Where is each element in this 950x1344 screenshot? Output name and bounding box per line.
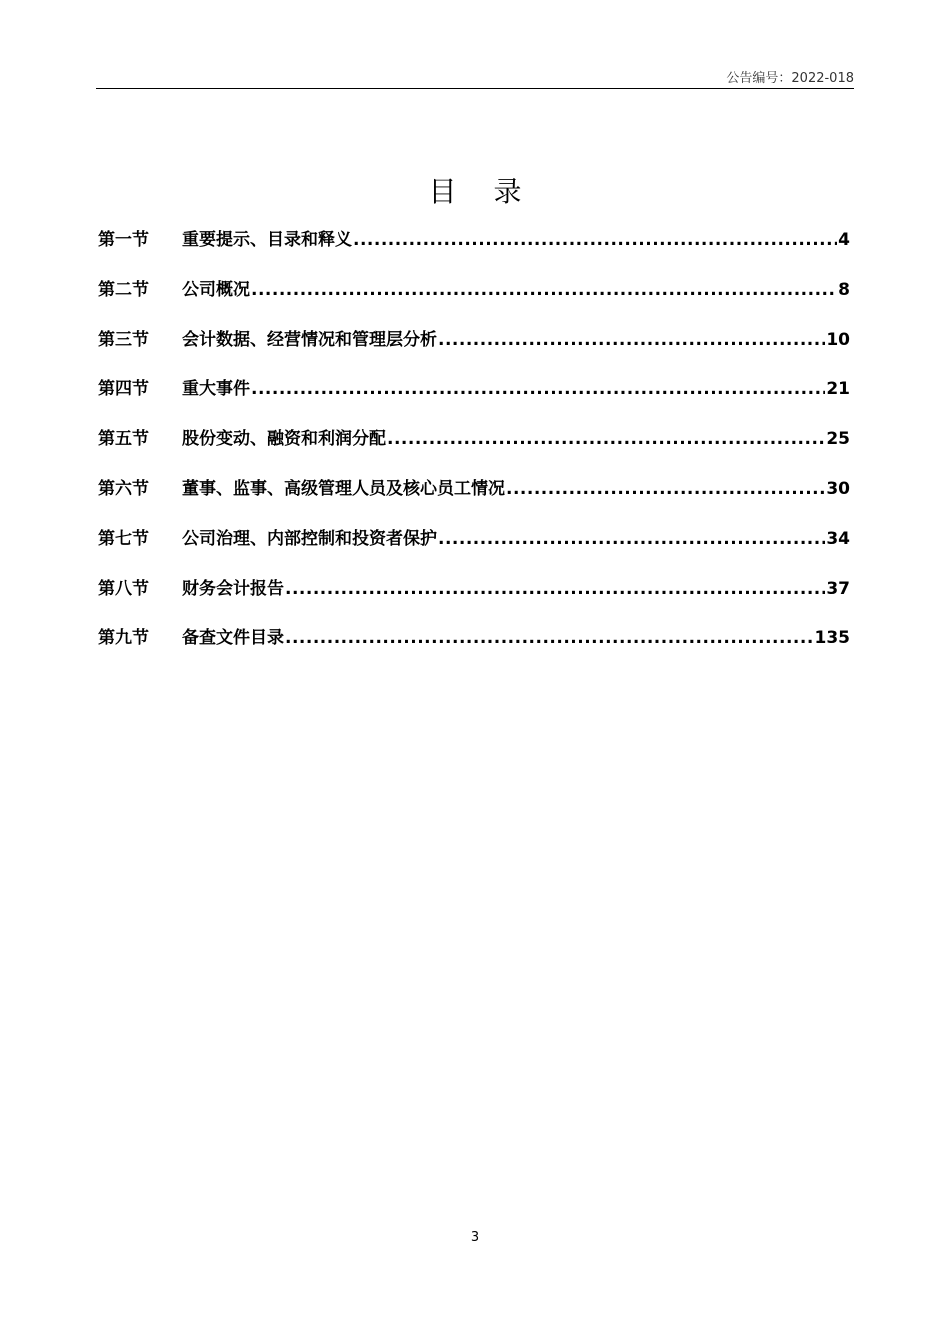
toc-page-number: 135	[814, 628, 850, 649]
toc-section-name: 财务会计报告	[182, 578, 284, 599]
toc-leader-dots	[285, 628, 814, 648]
toc-section-label: 第五节	[98, 429, 149, 450]
toc-leader-dots	[387, 429, 825, 449]
toc-page-number: 8	[838, 279, 850, 300]
toc-section-label: 第四节	[98, 379, 149, 400]
toc-page-number: 4	[838, 230, 850, 250]
toc-entry-2[interactable]	[98, 275, 850, 325]
toc-page-number: 37	[826, 578, 850, 599]
toc-section-name: 备查文件目录	[182, 628, 284, 649]
toc-section-label: 第七节	[98, 528, 149, 549]
toc-page-number: 30	[826, 478, 850, 499]
toc-section-name: 公司概况	[182, 279, 250, 300]
toc-entry-9[interactable]	[98, 623, 850, 673]
toc-leader-dots	[353, 230, 837, 250]
toc-section-label: 第一节	[98, 230, 149, 250]
toc-entry-6[interactable]	[98, 474, 850, 524]
toc-entry-7[interactable]	[98, 524, 850, 574]
toc-list	[98, 225, 850, 673]
toc-section-name: 重大事件	[182, 379, 250, 400]
toc-leader-dots	[251, 379, 825, 399]
toc-section-name: 会计数据、经营情况和管理层分析	[182, 329, 437, 350]
toc-entry-1[interactable]	[98, 225, 850, 275]
toc-page-number: 25	[826, 429, 850, 450]
toc-leader-dots	[251, 280, 837, 300]
toc-leader-dots	[285, 579, 825, 599]
toc-section-label: 第二节	[98, 279, 149, 300]
toc-section-label: 第六节	[98, 478, 149, 499]
toc-entry-3[interactable]	[98, 325, 850, 375]
toc-entry-8[interactable]	[98, 574, 850, 624]
toc-page-number: 21	[826, 379, 850, 400]
toc-title: 目 录	[428, 175, 536, 208]
announcement-code: 公告编号：2022-018	[726, 71, 854, 86]
toc-entry-5[interactable]	[98, 424, 850, 474]
toc-entry-4[interactable]	[98, 374, 850, 424]
page-number: 3	[470, 1230, 480, 1245]
toc-section-name: 重要提示、目录和释义	[182, 230, 352, 250]
toc-page-number: 34	[826, 528, 850, 549]
toc-section-name: 股份变动、融资和利润分配	[182, 429, 386, 450]
toc-section-name: 公司治理、内部控制和投资者保护	[182, 528, 437, 549]
toc-section-name: 董事、监事、高级管理人员及核心员工情况	[182, 478, 505, 499]
toc-leader-dots	[438, 529, 825, 549]
toc-section-label: 第九节	[98, 628, 149, 649]
toc-leader-dots	[438, 330, 825, 350]
header-divider	[96, 88, 854, 89]
toc-leader-dots	[506, 479, 825, 499]
toc-page-number: 10	[826, 329, 850, 350]
toc-section-label: 第三节	[98, 329, 149, 350]
toc-section-label: 第八节	[98, 578, 149, 599]
